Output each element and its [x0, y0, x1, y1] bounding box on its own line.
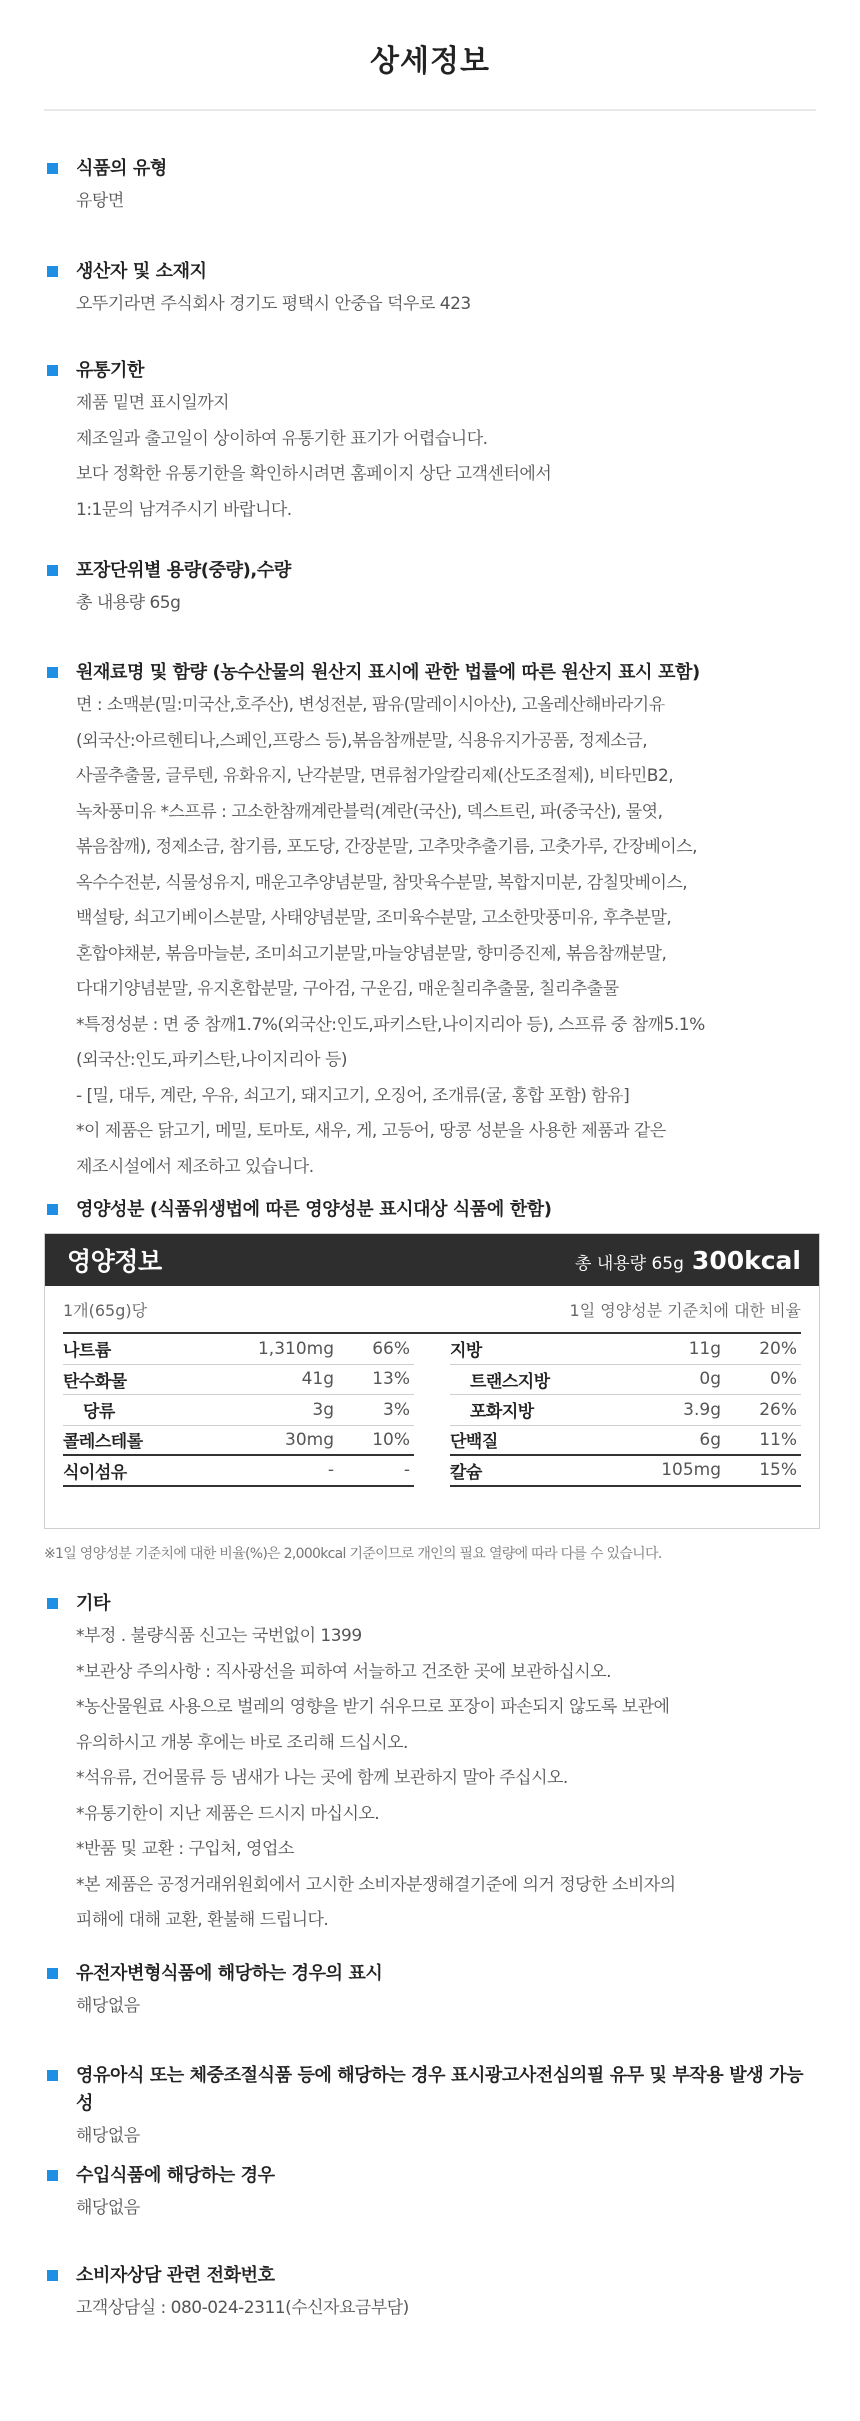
section-text-line: 1:1문의 남겨주시기 바랍니다.	[76, 499, 292, 520]
nutrient-row	[63, 1365, 414, 1396]
section-text-line: 옥수수전분, 식물성유지, 매운고추양념분말, 참맛육수분말, 복합지미분, 감칠맛베이스,	[76, 872, 688, 893]
section-title: 유전자변형식품에 해당하는 경우의 표시	[76, 1963, 383, 1984]
info-section	[0, 1960, 860, 2024]
nutrition-columns	[63, 1334, 801, 1487]
page-title: 상세정보	[370, 44, 490, 79]
nutrient-daily-percent: 11%	[759, 1429, 797, 1450]
section-text-line: 제조시설에서 제조하고 있습니다.	[76, 1156, 314, 1177]
section-text-line: *석유류, 건어물류 등 냄새가 나는 곳에 함께 보관하지 말아 주십시오.	[76, 1768, 568, 1788]
nutrition-calories: 300kcal	[691, 1245, 801, 1275]
section-bullet-icon	[47, 2070, 58, 2081]
nutrition-right-column	[432, 1334, 801, 1487]
title-divider	[44, 109, 816, 111]
section-title: 소비자상담 관련 전화번호	[76, 2265, 275, 2286]
section-text-line: 해당없음	[76, 1996, 140, 2016]
nutrient-daily-percent: 20%	[759, 1338, 797, 1359]
nutrient-daily-percent: 66%	[372, 1338, 410, 1359]
section-bullet-icon	[47, 163, 58, 174]
nutrient-row	[63, 1395, 414, 1426]
nutrient-daily-percent: 3%	[383, 1399, 410, 1420]
nutrient-row	[450, 1334, 801, 1365]
section-text-line: 제조일과 출고일이 상이하여 유통기한 표기가 어렵습니다.	[76, 428, 488, 449]
section-text-line: (외국산:아르헨티나,스페인,프랑스 등),볶음참깨분말, 식용유지가공품, 정제소금,	[76, 730, 648, 751]
section-bullet-icon	[47, 565, 58, 576]
section-text-line: *농산물원료 사용으로 벌레의 영향을 받기 쉬우므로 포장이 파손되지 않도록 보관에	[76, 1697, 670, 1717]
section-text-line: (외국산:인도,파키스탄,나이지리아 등)	[76, 1050, 348, 1070]
nutrient-row	[63, 1334, 414, 1365]
section-text-line: 보다 정확한 유통기한을 확인하시려면 홈페이지 상단 고객센터에서	[76, 464, 552, 484]
section-text-line: 피해에 대해 교환, 환불해 드립니다.	[76, 1910, 329, 1930]
nutrient-amount: 0g	[699, 1369, 721, 1390]
section-title: 원재료명 및 함량 (농수산물의 원산지 표시에 관한 법률에 따른 원산지 표시 포함)	[76, 662, 700, 683]
nutrient-name: 포화지방	[470, 1402, 534, 1423]
nutrition-header-summary	[575, 1246, 801, 1275]
section-text-line: 오뚜기라면 주식회사 경기도 평택시 안중읍 덕우로 423	[76, 294, 471, 314]
section-text-line: 유탕면	[76, 191, 124, 211]
nutrient-row	[63, 1456, 414, 1487]
section-bullet-icon	[47, 2170, 58, 2181]
nutrition-table	[44, 1233, 820, 1529]
nutrient-name: 트랜스지방	[470, 1371, 550, 1392]
nutrient-name: 당류	[83, 1402, 115, 1423]
nutrient-amount: 6g	[699, 1429, 721, 1450]
info-section	[0, 155, 860, 219]
nutrition-left-column	[63, 1334, 432, 1487]
nutrient-name: 탄수화물	[63, 1371, 127, 1392]
section-bullet-icon	[47, 1204, 58, 1215]
section-text-line: 총 내용량 65g	[76, 593, 181, 613]
section-text-line: *유통기한이 지난 제품은 드시지 마십시오.	[76, 1803, 380, 1824]
info-section	[0, 2062, 860, 2154]
nutrient-daily-percent: 15%	[759, 1460, 797, 1481]
daily-reference-label: 1일 영양성분 기준치에 대한 비율	[569, 1300, 801, 1320]
info-section	[0, 557, 860, 621]
section-bullet-icon	[47, 667, 58, 678]
section-text-line: 해당없음	[76, 2126, 140, 2146]
info-section	[0, 1590, 860, 1938]
nutrient-row	[450, 1395, 801, 1426]
nutrient-amount: -	[327, 1460, 334, 1481]
nutrient-daily-percent: 13%	[372, 1369, 410, 1390]
serving-size: 1개(65g)당	[63, 1300, 148, 1320]
section-title: 영양성분 (식품위생법에 따른 영양성분 표시대상 식품에 한함)	[76, 1199, 552, 1220]
section-text-line: 사골추출물, 글루텐, 유화유지, 난각분말, 면류첨가알칼리제(산도조절제), 비타민B2,	[76, 766, 674, 786]
nutrient-name: 콜레스테롤	[63, 1432, 143, 1453]
info-section	[0, 659, 860, 1184]
nutrition-footnote: ※1일 영양성분 기준치에 대한 비율(%)은 2,000kcal 기준이므로 개인의 필요 열량에 따라 다를 수 있습니다.	[44, 1546, 662, 1562]
section-bullet-icon	[47, 365, 58, 376]
info-section	[0, 2262, 860, 2326]
nutrition-header	[45, 1234, 819, 1286]
section-text-line: 혼합야채분, 볶음마늘분, 조미쇠고기분말,마늘양념분말, 향미증진제, 볶음참깨분말,	[76, 943, 667, 964]
section-title: 유통기한	[76, 360, 144, 381]
nutrient-amount: 1,310mg	[257, 1338, 334, 1359]
nutrient-amount: 41g	[301, 1369, 334, 1390]
section-title: 기타	[76, 1593, 110, 1614]
nutrient-name: 지방	[450, 1341, 482, 1362]
section-text-line: 고객상담실 : 080-024-2311(수신자요금부담)	[76, 2298, 409, 2318]
section-text-line: *보관상 주의사항 : 직사광선을 피하여 서늘하고 건조한 곳에 보관하십시오.	[76, 1661, 612, 1682]
nutrient-row	[450, 1426, 801, 1457]
section-text-line: - [밀, 대두, 계란, 우유, 쇠고기, 돼지고기, 오징어, 조개류(굴, 홍합 포함) 함유]	[76, 1085, 630, 1106]
section-text-line: 다대기양념분말, 유지혼합분말, 구아검, 구운김, 매운칠리추출물, 칠리추출물	[76, 979, 619, 999]
section-title: 영유아식 또는 체중조절식품 등에 해당하는 경우 표시광고사전심의필 유무 및 부작용 발생 가능성	[76, 2065, 804, 2114]
nutrition-header-title: 영양정보	[67, 1247, 162, 1276]
section-title: 생산자 및 소재지	[76, 261, 207, 282]
nutrition-total-weight: 총 내용량 65g	[575, 1253, 684, 1274]
section-text-line: 해당없음	[76, 2198, 140, 2218]
section-text-line: 백설탕, 쇠고기베이스분말, 사태양념분말, 조미육수분말, 고소한맛풍미유, 후추분말,	[76, 908, 672, 928]
section-title: 포장단위별 용량(중량),수량	[76, 560, 291, 581]
nutrient-daily-percent: 10%	[372, 1429, 410, 1450]
section-bullet-icon	[47, 266, 58, 277]
nutrition-subheader	[63, 1286, 801, 1334]
nutrient-name: 식이섬유	[63, 1462, 127, 1483]
nutrient-amount: 105mg	[661, 1460, 721, 1481]
nutrient-name: 단백질	[450, 1432, 498, 1453]
section-text-line: 녹차풍미유 *스프류 : 고소한참깨계란블럭(계란(국산), 덱스트린, 파(중국산), 물엿,	[76, 801, 663, 822]
section-text-line: 유의하시고 개봉 후에는 바로 조리해 드십시오.	[76, 1732, 408, 1753]
section-bullet-icon	[47, 1598, 58, 1609]
nutrient-name: 칼슘	[450, 1462, 482, 1483]
nutrient-daily-percent: -	[403, 1460, 410, 1481]
info-section	[0, 2162, 860, 2226]
section-text-line: *본 제품은 공정거래위원회에서 고시한 소비자분쟁해결기준에 의거 정당한 소비자의	[76, 1874, 676, 1895]
section-text-line: 면 : 소맥분(밀:미국산,호주산), 변성전분, 팜유(말레이시아산), 고올레산해바라기유	[76, 695, 665, 715]
nutrient-amount: 11g	[688, 1338, 721, 1359]
nutrient-daily-percent: 0%	[770, 1369, 797, 1390]
section-title: 수입식품에 해당하는 경우	[76, 2165, 275, 2186]
info-section	[0, 1196, 860, 1224]
info-section	[0, 258, 860, 322]
info-section	[0, 357, 860, 527]
section-bullet-icon	[47, 2270, 58, 2281]
section-bullet-icon	[47, 1968, 58, 1979]
nutrient-amount: 30mg	[285, 1429, 334, 1450]
nutrient-amount: 3g	[312, 1399, 334, 1420]
nutrient-row	[450, 1456, 801, 1487]
section-text-line: *부정 . 불량식품 신고는 국번없이 1399	[76, 1626, 362, 1646]
section-text-line: 제품 밑면 표시일까지	[76, 393, 230, 413]
section-text-line: *이 제품은 닭고기, 메밀, 토마토, 새우, 게, 고등어, 땅콩 성분을 사용한 제품과 같은	[76, 1121, 666, 1141]
nutrient-row	[450, 1365, 801, 1396]
nutrient-row	[63, 1426, 414, 1457]
nutrient-daily-percent: 26%	[759, 1399, 797, 1420]
section-text-line: *특정성분 : 면 중 참깨1.7%(외국산:인도,파키스탄,나이지리아 등), 스프류 중 참깨5.1%	[76, 1014, 705, 1035]
section-text-line: *반품 및 교환 : 구입처, 영업소	[76, 1839, 294, 1859]
section-text-line: 볶음참깨), 정제소금, 참기름, 포도당, 간장분말, 고추맛추출기름, 고춧가루, 간장베이스,	[76, 837, 698, 857]
section-title: 식품의 유형	[76, 158, 167, 179]
nutrient-amount: 3.9g	[683, 1399, 721, 1420]
nutrient-name: 나트륨	[63, 1341, 111, 1362]
